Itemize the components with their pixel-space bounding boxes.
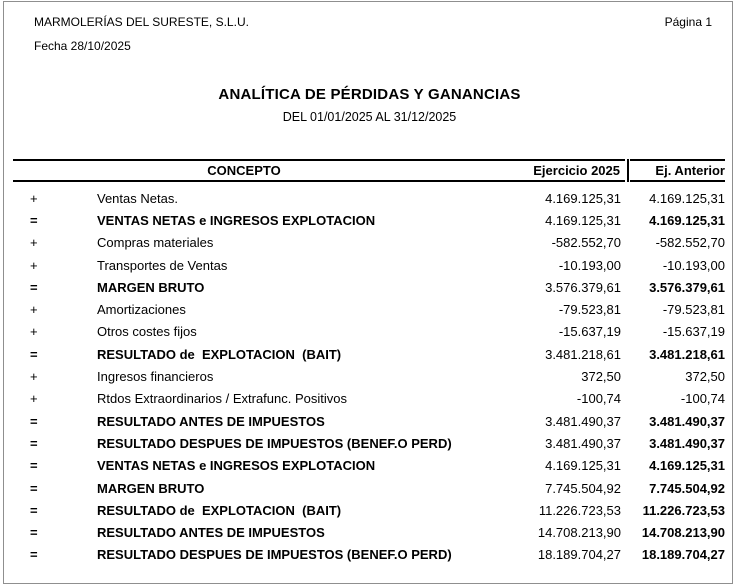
report-title: ANALÍTICA DE PÉRDIDAS Y GANANCIAS xyxy=(218,86,521,103)
row-concept: Ventas Netas. xyxy=(97,190,178,206)
row-concept: RESULTADO DESPUES DE IMPUESTOS (BENEF.O PERD) xyxy=(97,547,452,563)
table-row xyxy=(13,276,725,298)
row-value-ejercicio-2025: 14.708.213,90 xyxy=(537,525,621,541)
row-value-ej-anterior: 4.169.125,31 xyxy=(649,458,725,474)
column-header-ej-anterior: Ej. Anterior xyxy=(630,159,725,182)
row-value-ej-anterior: 7.745.504,92 xyxy=(649,480,725,496)
table-row xyxy=(13,544,725,566)
row-value-ej-anterior: 18.189.704,27 xyxy=(641,547,725,563)
table-row xyxy=(13,298,725,320)
company-name: MARMOLERÍAS DEL SURESTE, S.L.U. xyxy=(34,15,249,29)
row-value-ejercicio-2025: 4.169.125,31 xyxy=(545,212,621,228)
row-value-ejercicio-2025: -79.523,81 xyxy=(558,302,621,318)
row-concept: Ingresos financieros xyxy=(97,369,214,385)
table-row xyxy=(13,365,725,387)
row-sign: + xyxy=(30,302,38,318)
row-concept: MARGEN BRUTO xyxy=(97,480,205,496)
row-sign: + xyxy=(30,257,38,273)
table-row xyxy=(13,254,725,276)
table-header-left-segment xyxy=(13,159,625,182)
table-header-vertical-divider xyxy=(627,159,629,182)
row-value-ej-anterior: 3.481.490,37 xyxy=(649,413,725,429)
report-period-subtitle: DEL 01/01/2025 AL 31/12/2025 xyxy=(282,110,457,124)
row-value-ej-anterior: -100,74 xyxy=(680,391,725,407)
row-value-ejercicio-2025: 3.576.379,61 xyxy=(545,279,621,295)
row-concept: RESULTADO DESPUES DE IMPUESTOS (BENEF.O PERD) xyxy=(97,435,452,451)
table-row xyxy=(13,388,725,410)
row-value-ejercicio-2025: 7.745.504,92 xyxy=(545,480,621,496)
row-value-ejercicio-2025: -582.552,70 xyxy=(551,235,621,251)
row-sign: = xyxy=(30,346,38,362)
row-value-ejercicio-2025: 3.481.218,61 xyxy=(545,346,621,362)
row-sign: = xyxy=(30,502,38,518)
row-sign: + xyxy=(30,235,38,251)
table-row xyxy=(13,343,725,365)
row-value-ejercicio-2025: 3.481.490,37 xyxy=(545,435,621,451)
row-value-ej-anterior: -582.552,70 xyxy=(655,235,725,251)
row-value-ej-anterior: 11.226.723,53 xyxy=(642,502,725,518)
row-value-ej-anterior: -10.193,00 xyxy=(662,257,725,273)
row-value-ejercicio-2025: 11.226.723,53 xyxy=(538,502,621,518)
row-concept: Compras materiales xyxy=(97,235,214,251)
row-sign: = xyxy=(30,413,38,429)
row-sign: = xyxy=(30,435,38,451)
table-row xyxy=(13,521,725,543)
row-value-ej-anterior: 4.169.125,31 xyxy=(649,190,725,206)
page-number: Página 1 xyxy=(664,15,712,29)
table-row xyxy=(13,455,725,477)
row-concept: RESULTADO ANTES DE IMPUESTOS xyxy=(97,525,325,541)
row-concept: VENTAS NETAS e INGRESOS EXPLOTACION xyxy=(97,458,376,474)
row-sign: + xyxy=(30,190,38,206)
row-value-ejercicio-2025: 4.169.125,31 xyxy=(545,458,621,474)
column-header-ejercicio-2025: Ejercicio 2025 xyxy=(533,163,620,178)
row-value-ej-anterior: 3.481.218,61 xyxy=(649,346,725,362)
row-sign: = xyxy=(30,458,38,474)
row-concept: MARGEN BRUTO xyxy=(97,279,205,295)
row-sign: + xyxy=(30,324,38,340)
row-sign: = xyxy=(30,480,38,496)
table-row xyxy=(13,432,725,454)
row-value-ejercicio-2025: 372,50 xyxy=(581,369,621,385)
column-header-concepto: CONCEPTO xyxy=(207,163,281,178)
row-value-ej-anterior: 14.708.213,90 xyxy=(641,525,725,541)
row-sign: = xyxy=(30,279,38,295)
row-concept: RESULTADO de EXPLOTACION (BAIT) xyxy=(97,502,342,518)
row-sign: = xyxy=(30,547,38,563)
table-row xyxy=(13,232,725,254)
row-concept: Amortizaciones xyxy=(97,302,186,318)
row-concept: Otros costes fijos xyxy=(97,324,197,340)
row-value-ej-anterior: 3.576.379,61 xyxy=(649,279,725,295)
row-concept: Rtdos Extraordinarios / Extrafunc. Positivos xyxy=(97,391,347,407)
row-concept: RESULTADO de EXPLOTACION (BAIT) xyxy=(97,346,342,362)
row-sign: + xyxy=(30,391,38,407)
table-row xyxy=(13,410,725,432)
row-value-ejercicio-2025: 4.169.125,31 xyxy=(545,190,621,206)
table-row xyxy=(13,321,725,343)
row-sign: = xyxy=(30,525,38,541)
table-header-row xyxy=(13,159,725,182)
row-sign: = xyxy=(30,212,38,228)
row-value-ejercicio-2025: 3.481.490,37 xyxy=(545,413,621,429)
row-value-ej-anterior: 4.169.125,31 xyxy=(649,212,725,228)
row-concept: VENTAS NETAS e INGRESOS EXPLOTACION xyxy=(97,212,376,228)
row-value-ej-anterior: -15.637,19 xyxy=(662,324,725,340)
table-row xyxy=(13,187,725,209)
row-value-ejercicio-2025: -15.637,19 xyxy=(558,324,621,340)
table-row xyxy=(13,499,725,521)
row-value-ej-anterior: -79.523,81 xyxy=(662,302,725,318)
table-body xyxy=(13,187,725,566)
row-value-ej-anterior: 3.481.490,37 xyxy=(649,435,725,451)
report-date: Fecha 28/10/2025 xyxy=(34,39,131,53)
row-concept: Transportes de Ventas xyxy=(97,257,228,273)
row-sign: + xyxy=(30,369,38,385)
row-value-ejercicio-2025: -100,74 xyxy=(576,391,621,407)
row-concept: RESULTADO ANTES DE IMPUESTOS xyxy=(97,413,325,429)
row-value-ejercicio-2025: 18.189.704,27 xyxy=(537,547,621,563)
row-value-ej-anterior: 372,50 xyxy=(685,369,725,385)
table-row xyxy=(13,477,725,499)
row-value-ejercicio-2025: -10.193,00 xyxy=(558,257,621,273)
table-row xyxy=(13,209,725,231)
